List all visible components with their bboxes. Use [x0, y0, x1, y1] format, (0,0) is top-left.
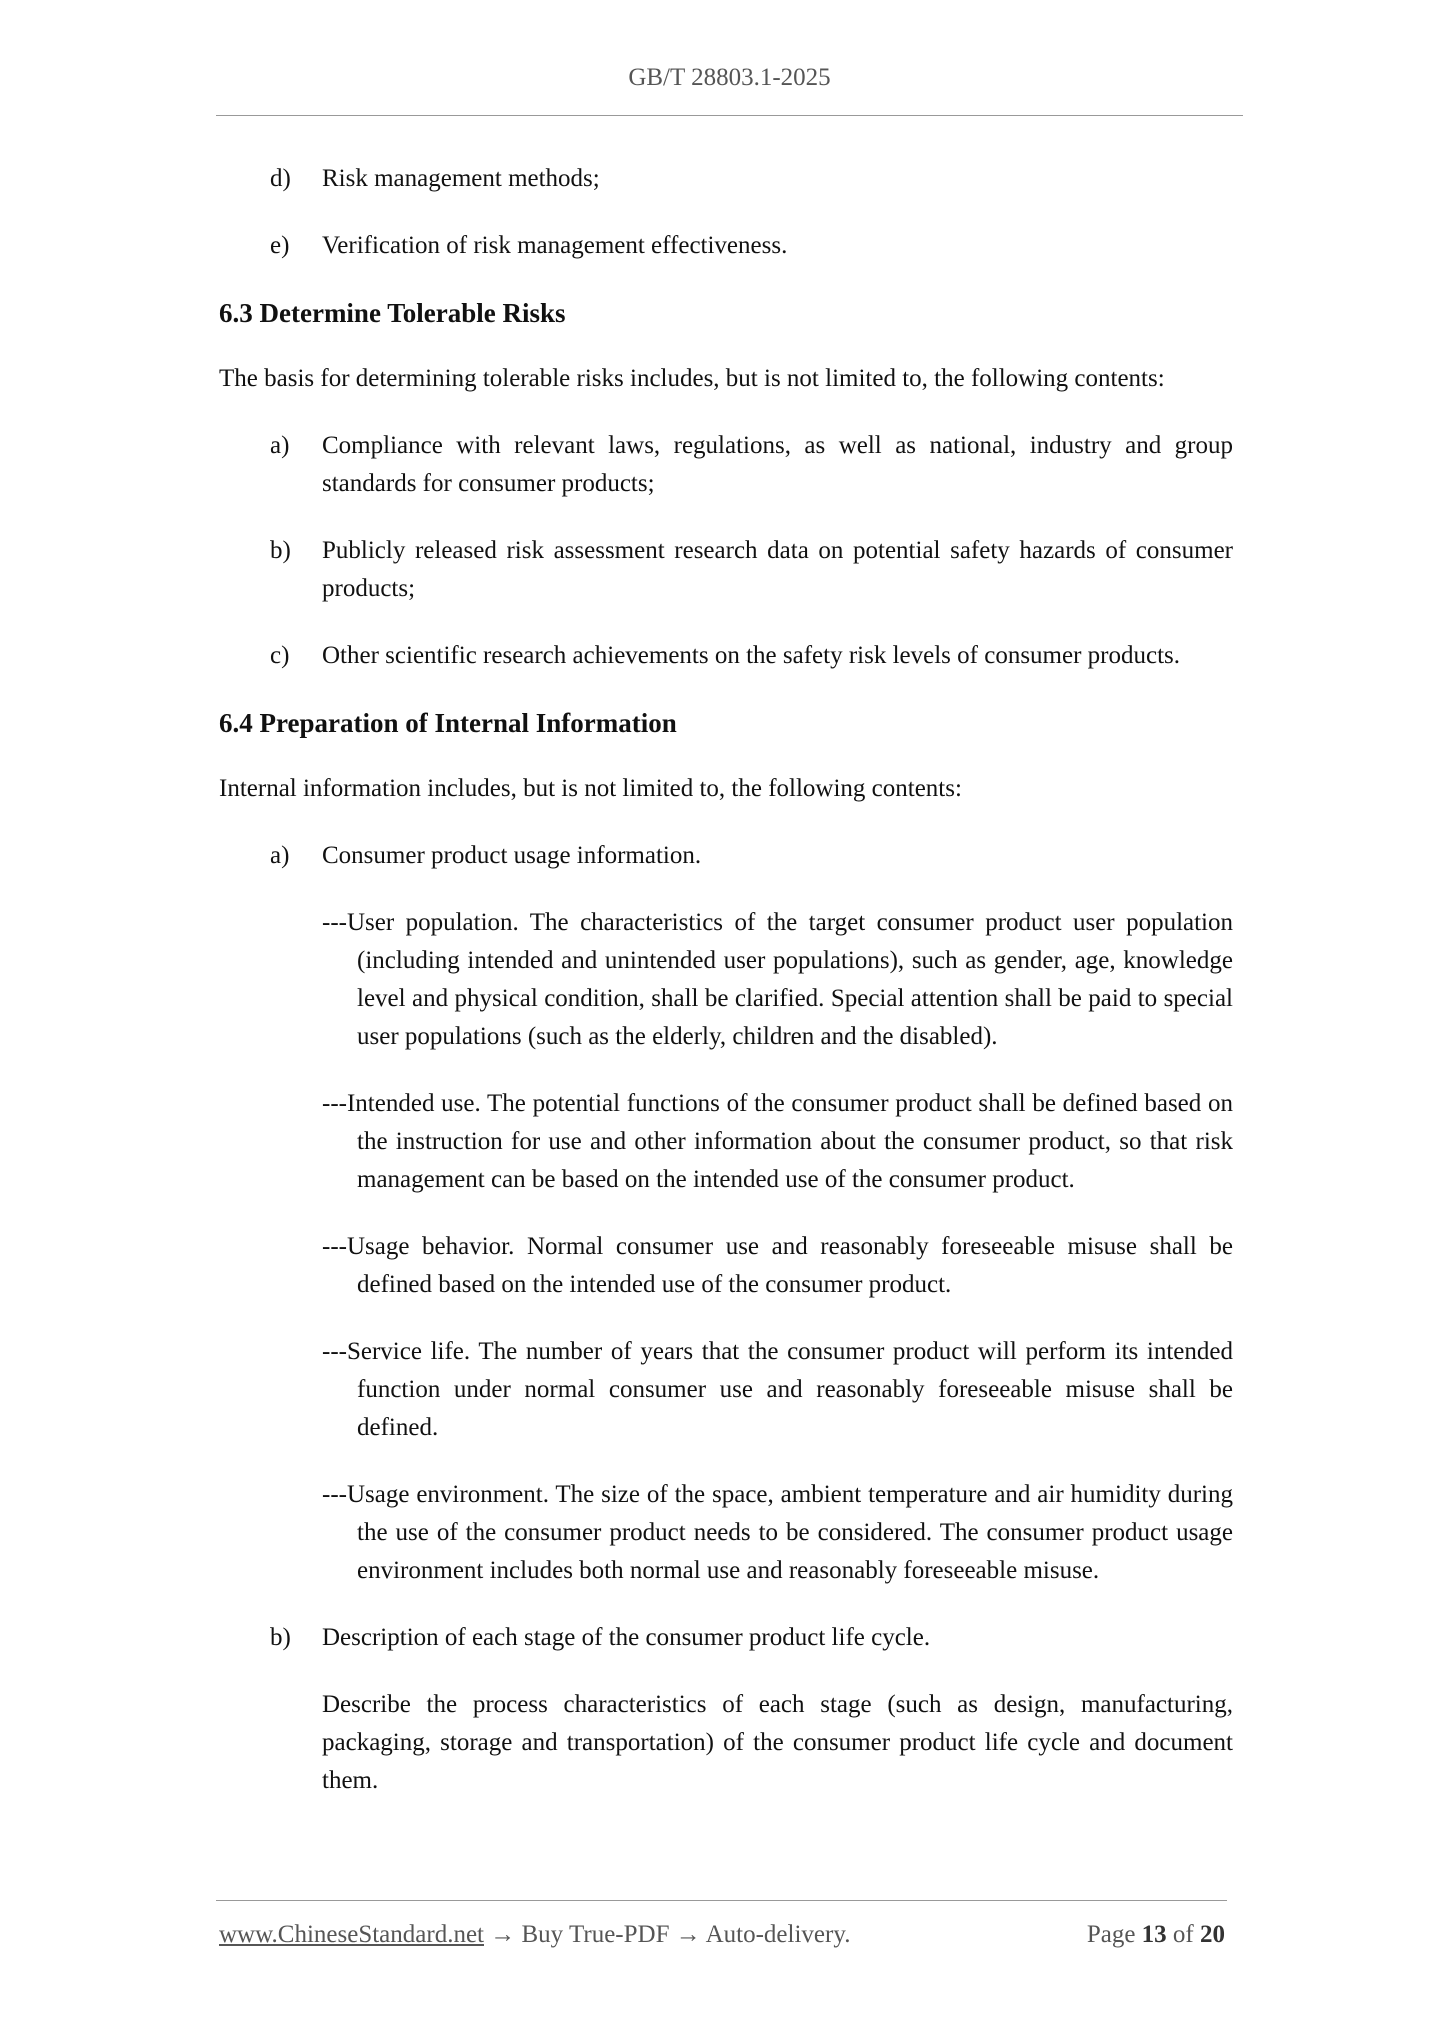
- buy-text: Buy True-PDF: [521, 1921, 670, 1948]
- page-header-title: GB/T 28803.1-2025: [628, 64, 831, 91]
- footer-divider: [216, 1900, 1227, 1901]
- document-body: [219, 160, 1233, 1829]
- arrow-right-icon: →: [490, 1921, 516, 1948]
- list-item-text: Compliance with relevant laws, regulations, as well as national, industry and group standards for consumer products;: [322, 432, 1233, 497]
- list-item-text: Other scientific research achievements on the safety risk levels of consumer products.: [322, 642, 1181, 669]
- arrow-right-icon: →: [675, 1921, 701, 1948]
- page-number: 13: [1141, 1921, 1167, 1948]
- dash-item-user-population: ---User population. The characteristics of the target consumer product user population (including intended and unintended user populations), such as gender, age, knowledge level and physical condition, shall be clarified. Special attention shall be paid to special user populations (such as the elderly, children and the disabled).: [322, 909, 1233, 1050]
- list-item-text: Consumer product usage information.: [322, 842, 702, 869]
- list-marker: a): [270, 432, 290, 459]
- list-item-6-4-a: [219, 837, 1233, 875]
- list-marker: c): [270, 642, 290, 669]
- list-item-text: Verification of risk management effectiveness.: [322, 232, 788, 259]
- list-item-6-3-b: [219, 532, 1233, 608]
- page-indicator: [1087, 1921, 1225, 1949]
- dash-item-usage-behavior: ---Usage behavior. Normal consumer use and reasonably foreseeable misuse shall be defined based on the intended use of the consumer product.: [322, 1233, 1233, 1298]
- dash-item-service-life: ---Service life. The number of years that the consumer product will perform its intended function under normal consumer use and reasonably foreseeable misuse shall be defined.: [322, 1338, 1233, 1441]
- list-marker: e): [270, 232, 290, 259]
- page-footer: [219, 1921, 1225, 1949]
- list-item-6-3-a: [219, 427, 1233, 503]
- page-word: Page: [1086, 1921, 1136, 1948]
- list-marker: b): [270, 1624, 291, 1651]
- delivery-text: Auto-delivery.: [705, 1921, 851, 1948]
- website-link[interactable]: www.ChineseStandard.net: [219, 1921, 484, 1948]
- list-item-text: Description of each stage of the consumer product life cycle.: [322, 1624, 931, 1651]
- list-marker: d): [270, 165, 291, 192]
- list-item-e: [219, 227, 1233, 265]
- dash-item-intended-use: ---Intended use. The potential functions of the consumer product shall be defined based on the instruction for use and other information about the consumer product, so that risk management can be based on the intended use of the consumer product.: [322, 1090, 1233, 1193]
- section-heading-6-4: 6.4 Preparation of Internal Information: [219, 708, 677, 738]
- list-item-text: Publicly released risk assessment research data on potential safety hazards of consumer products;: [322, 537, 1233, 602]
- section-6-4-intro: Internal information includes, but is not limited to, the following contents:: [219, 775, 962, 802]
- of-word: of: [1172, 1921, 1194, 1948]
- list-marker: a): [270, 842, 290, 869]
- footer-left: [219, 1921, 850, 1949]
- list-marker: b): [270, 537, 291, 564]
- page-total: 20: [1200, 1921, 1225, 1948]
- header-divider: [216, 115, 1243, 116]
- list-item-d: [219, 160, 1233, 198]
- list-item-text: Risk management methods;: [322, 165, 600, 192]
- section-heading-6-3: 6.3 Determine Tolerable Risks: [219, 298, 566, 328]
- list-item-6-4-b: [219, 1619, 1233, 1657]
- life-cycle-description: Describe the process characteristics of each stage (such as design, manufacturing, packaging, storage and transportation) of the consumer product life cycle and document them.: [322, 1691, 1233, 1794]
- dash-item-usage-environment: ---Usage environment. The size of the space, ambient temperature and air humidity during the use of the consumer product needs to be considered. The consumer product usage environment includes both normal use and reasonably foreseeable misuse.: [322, 1481, 1233, 1584]
- list-item-6-3-c: [219, 637, 1233, 675]
- section-6-3-intro: The basis for determining tolerable risks includes, but is not limited to, the following contents:: [219, 365, 1165, 392]
